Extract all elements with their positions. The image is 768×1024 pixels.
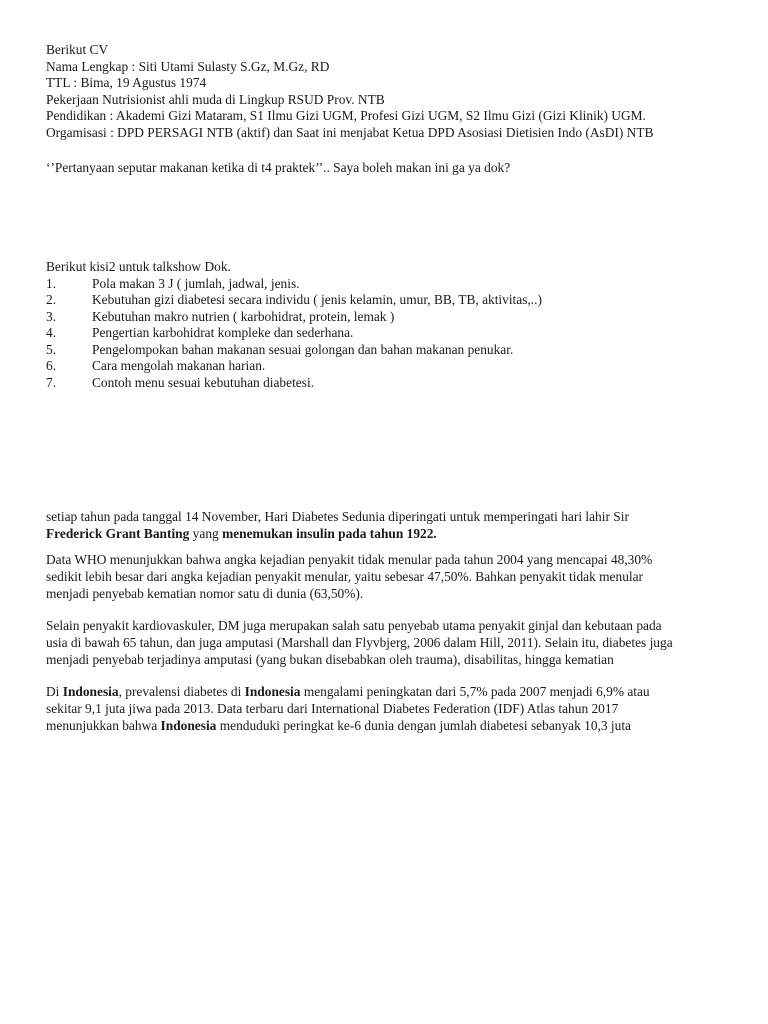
list-item-text: Pengertian karbohidrat kompleke dan sederhana. <box>92 325 354 340</box>
bold-country: Indonesia <box>160 718 217 733</box>
list-item-text: Pengelompokan bahan makanan sesuai golongan dan bahan makanan penukar. <box>92 341 514 357</box>
paragraph-line: Selain penyakit kardiovaskuler, DM juga merupakan salah satu penyebab utama penyakit ginjal dan kebutaan pada <box>46 618 662 633</box>
paragraph-who-data <box>46 551 726 602</box>
list-item <box>46 358 746 375</box>
paragraph-line: setiap tahun pada tanggal 14 November, Hari Diabetes Sedunia diperingati untuk memperingati hari lahir Sir <box>46 509 629 524</box>
cv-nama: Nama Lengkap : Siti Utami Sulasty S.Gz, M.Gz, RD <box>46 58 330 74</box>
list-item-number: 5. <box>46 341 57 357</box>
list-item <box>46 309 746 326</box>
text-fragment: Di <box>46 684 63 699</box>
list-item-text: Kebutuhan gizi diabetesi secara individu ( jenis kelamin, umur, BB, TB, aktivitas,..) <box>92 292 542 307</box>
paragraph-line: sedikit lebih besar dari angka kejadian penyakit menular, yaitu sebesar 47,50%. Bahkan penyakit tidak menular <box>46 569 644 584</box>
paragraph-line <box>46 525 726 542</box>
paragraph-hari-diabetes <box>46 508 726 542</box>
list-item <box>46 342 746 359</box>
cv-heading: Berikut CV <box>46 42 109 57</box>
paragraph-line <box>46 717 726 734</box>
kisi-section <box>46 259 746 391</box>
list-item-number: 1. <box>46 275 57 291</box>
cv-pendidikan: Pendidikan : Akademi Gizi Mataram, S1 Ilmu Gizi UGM, Profesi Gizi UGM, S2 Ilmu Gizi (Gizi Klinik) UGM. <box>46 108 646 123</box>
list-item-text: Contoh menu sesuai kebutuhan diabetesi. <box>92 374 315 390</box>
text-fragment: , prevalensi diabetes di <box>118 684 245 699</box>
list-item <box>46 276 746 293</box>
paragraph-line: menjadi penyebab kematian nomor satu di dunia (63,50%). <box>46 586 364 601</box>
list-item-number: 6. <box>46 358 57 373</box>
question-line: ‘’Pertanyaan seputar makanan ketika di t4 praktek’’.. Saya boleh makan ini ga ya dok? <box>46 160 511 175</box>
list-item <box>46 325 746 342</box>
paragraph-line: sekitar 9,1 juta jiwa pada 2013. Data terbaru dari International Diabetes Federation (IDF) Atlas tahun 2017 <box>46 701 619 716</box>
paragraph-line <box>46 683 726 700</box>
bold-country: Indonesia <box>62 684 119 699</box>
list-item-text: Kebutuhan makro nutrien ( karbohidrat, protein, lemak ) <box>92 308 395 324</box>
bold-name: Frederick Grant Banting <box>46 526 190 541</box>
bold-fact: menemukan insulin pada tahun 1922. <box>222 526 437 541</box>
bold-country: Indonesia <box>244 684 301 699</box>
paragraph-line: menjadi penyebab terjadinya amputasi (yang bukan disebabkan oleh trauma), disabilitas, hingga kematian <box>46 652 614 667</box>
cv-organisasi: Orgamisasi : DPD PERSAGI NTB (aktif) dan Saat ini menjabat Ketua DPD Asosiasi Dietisien Indo (AsDI) NTB <box>46 124 654 140</box>
kisi-heading: Berikut kisi2 untuk talkshow Dok. <box>46 259 231 274</box>
list-item-number: 4. <box>46 325 57 340</box>
paragraph-kardiovaskuler <box>46 617 726 668</box>
cv-pekerjaan: Pekerjaan Nutrisionist ahli muda di Lingkup RSUD Prov. NTB <box>46 91 385 107</box>
paragraph-indonesia <box>46 683 726 734</box>
list-item-number: 7. <box>46 374 57 390</box>
list-item-text: Pola makan 3 J ( jumlah, jadwal, jenis. <box>92 275 300 291</box>
cv-ttl: TTL : Bima, 19 Agustus 1974 <box>46 75 207 90</box>
text-fragment: yang <box>189 526 223 541</box>
text-fragment: mengalami peningkatan dari 5,7% pada 2007 menjadi 6,9% atau <box>300 684 650 699</box>
list-item <box>46 375 746 392</box>
list-item-number: 3. <box>46 308 57 324</box>
paragraph-line: Data WHO menunjukkan bahwa angka kejadian penyakit tidak menular pada tahun 2004 yang mencapai 48,30% <box>46 552 653 567</box>
list-item-number: 2. <box>46 292 57 307</box>
text-fragment: menduduki peringkat ke-6 dunia dengan jumlah diabetesi sebanyak 10,3 juta <box>216 718 632 733</box>
paragraph-line: usia di bawah 65 tahun, dan juga amputasi (Marshall dan Flyvbjerg, 2006 dalam Hill, 2011). Selain itu, diabetes juga <box>46 635 673 650</box>
list-item <box>46 292 746 309</box>
text-fragment: menunjukkan bahwa <box>46 718 161 733</box>
list-item-text: Cara mengolah makanan harian. <box>92 358 266 373</box>
cv-section <box>46 42 746 141</box>
